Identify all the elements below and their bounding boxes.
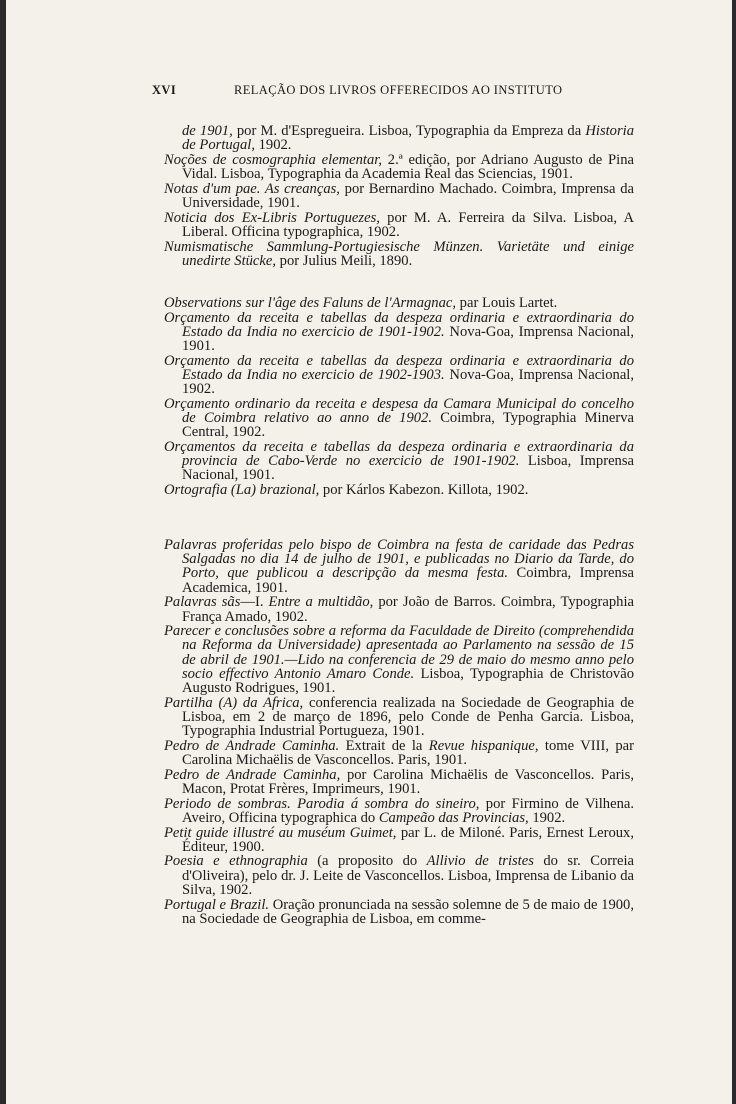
list-item: Orçamento ordinario da receita e despesa da Camara Municipal do concelho de Coimbra relativo ao anno de 1902. Coimbra, Typographia Minerva Central, 1902.: [164, 395, 635, 441]
entries-block-p: [164, 538, 634, 926]
list-item: Periodo de sombras. Parodia á sombra do sineiro, por Firmino de Vilhena. Aveiro, Officina typographica do Campeão das Provincias, 1902.: [164, 795, 634, 826]
list-item: Noticia dos Ex-Libris Portuguezes, por M. A. Ferreira da Silva. Lisboa, A Liberal. Officina typographica, 1902.: [164, 209, 634, 240]
page-number: XVI: [152, 83, 177, 97]
list-item: Palavras sãs—I. Entre a multidão, por João de Barros. Coimbra, Typographia França Amado, 1902.: [164, 594, 635, 625]
list-item: Palavras proferidas pelo bispo de Coimbra na festa de caridade das Pedras Salgadas no dia 14 de julho de 1901, e publicadas no Diario da Tarde, do Porto, que publicou a descripção da mesma festa. Coimbra, Imprensa Academica, 1901.: [164, 537, 634, 596]
running-title: RELAÇÃO DOS LIVROS OFFERECIDOS AO INSTITUTO: [234, 83, 563, 97]
list-item: Noções de cosmographia elementar, 2.ª edição, por Adriano Augusto de Pina Vidal. Lisboa, Typographia da Academia Real das Sciencias, 1901.: [164, 151, 634, 183]
list-item: Notas d'um pae. As creanças, por Bernardino Machado. Coimbra, Imprensa da Universidade, 1901.: [164, 180, 634, 212]
list-item: Numismatische Sammlung-Portugiesische Münzen. Varietäte und einige unedirte Stücke, por Julius Meili, 1890.: [164, 238, 634, 269]
list-item: Portugal e Brazil. Oração pronunciada na sessão solemne de 5 de maio de 1900, na Sociedade de Geographia de Lisboa, em comme-: [164, 896, 634, 927]
list-item: Pedro de Andrade Caminha. Extrait de la Revue hispanique, tome VIII, par Carolina Michaëlis de Vasconcellos. Paris, 1901.: [164, 737, 634, 769]
list-item: Parecer e conclusões sobre a reforma da Faculdade de Direito (comprehendida na Reforma da Universidade) apresentada ao Parlamento na sessão de 15 de abril de 1901.—Lido na conferencia de 29 de maio do mesmo anno pelo socio effectivo Antonio Amaro Conde. Lisboa, Typographia de Christovão Augusto Rodrigues, 1901.: [164, 623, 634, 697]
list-item: Ortografia (La) brazional, por Kárlos Kabezon. Killota, 1902.: [164, 482, 529, 499]
list-item: Observations sur l'âge des Faluns de l'Armagnac, par Louis Lartet.: [164, 295, 558, 311]
list-item: Petit guide illustré au muséum Guimet, par L. de Miloné. Paris, Ernest Leroux, Éditeur, 1900.: [164, 824, 634, 855]
entries-block-n: [164, 124, 634, 269]
list-item: Orçamento da receita e tabellas da despeza ordinaria e extraordinaria do Estado da India no exercicio de 1902-1903. Nova-Goa, Imprensa Nacional, 1902.: [164, 352, 634, 398]
list-item: Poesia e ethnographia (a proposito do Allivio de tristes do sr. Correia d'Oliveira), pelo dr. J. Leite de Vasconcellos. Lisboa, Imprensa de Libanio da Silva, 1902.: [164, 853, 634, 898]
list-item: Orçamentos da receita e tabellas da despeza ordinaria e extraordinaria da provincia de Cabo-Verde no exercicio de 1901-1902. Lisboa, Imprensa Nacional, 1901.: [164, 439, 634, 484]
list-item: Partilha (A) da Africa, conferencia realizada na Sociedade de Geographia de Lisboa, em 2 de março de 1896, pelo Conde de Penha Garcia. Lisboa, Typographia Industrial Portugueza, 1901.: [164, 694, 634, 740]
list-item: Orçamento da receita e tabellas da despeza ordinaria e extraordinaria do Estado da India no exercicio de 1901-1902. Nova-Goa, Imprensa Nacional, 1901.: [164, 309, 634, 355]
entries-block-o: [164, 296, 634, 498]
list-item: Pedro de Andrade Caminha, por Carolina Michaëlis de Vasconcellos. Paris, Macon, Protat Frères, Imprimeurs, 1901.: [164, 766, 634, 797]
list-item: de 1901, por M. d'Espregueira. Lisboa, Typographia da Empreza da Historia de Portugal, 1902.: [182, 123, 634, 154]
